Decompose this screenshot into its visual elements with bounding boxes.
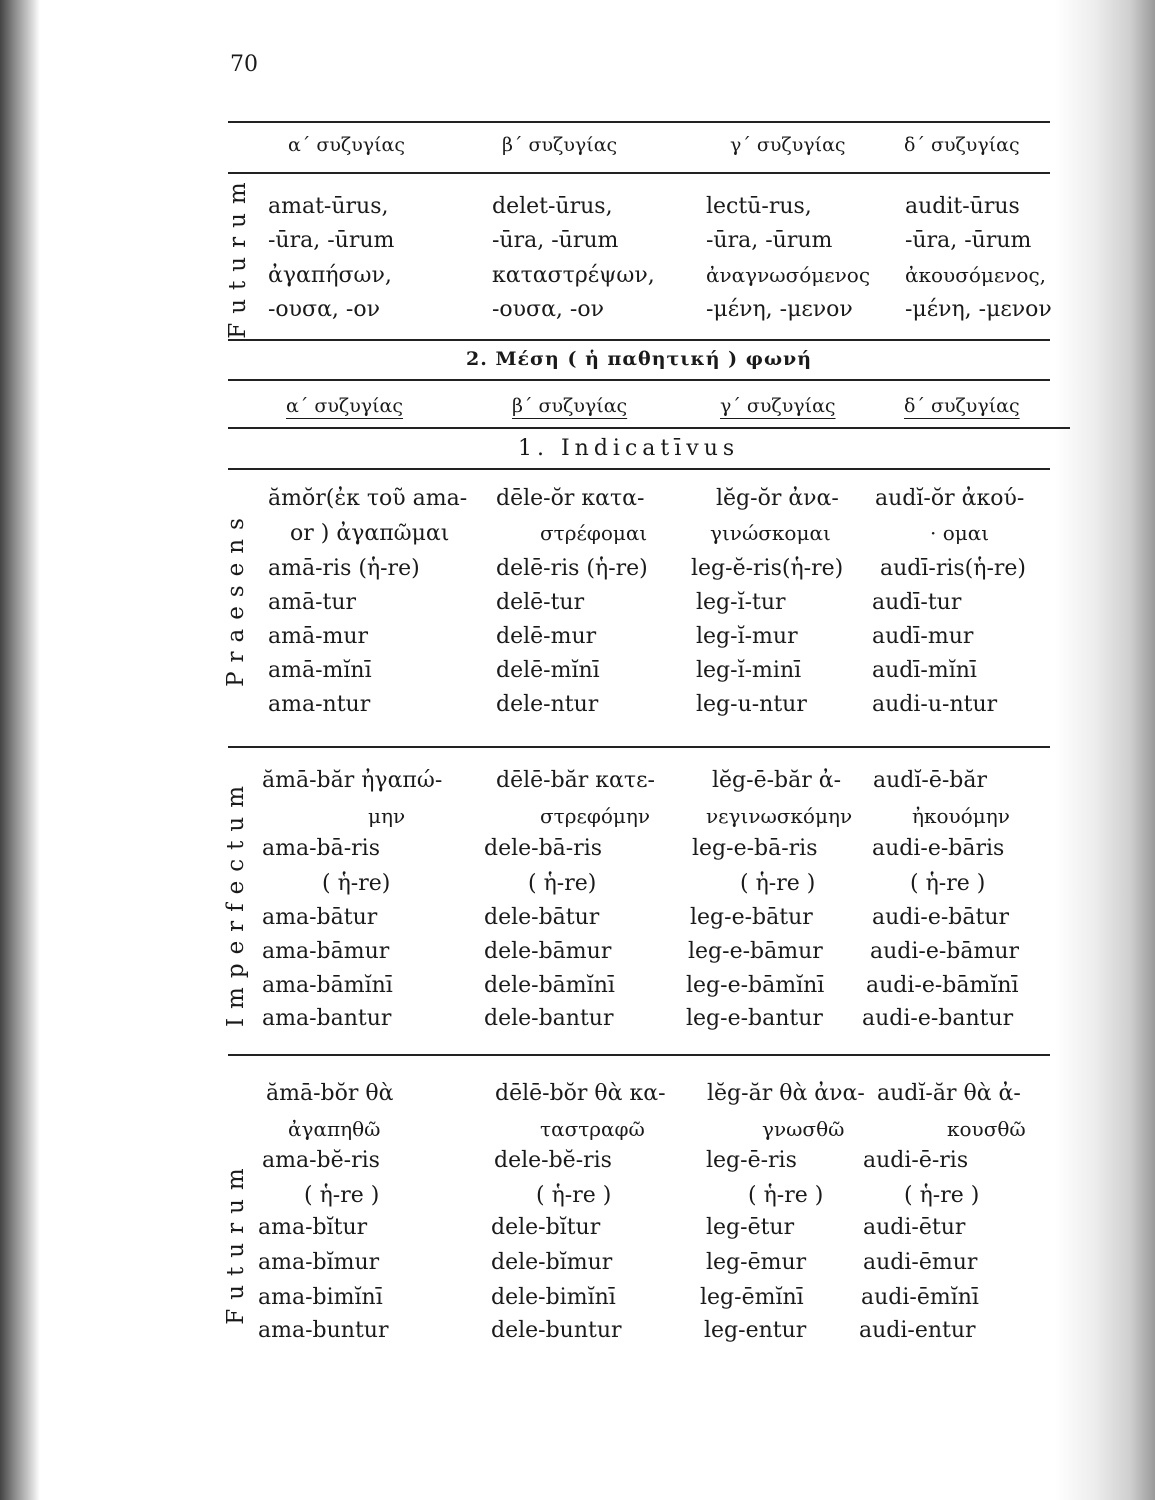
col-header-2: β΄ συζυγίας: [502, 134, 618, 156]
cell: dele-bimĭnī: [491, 1285, 616, 1310]
col-header-3: γ΄ συζυγίας: [730, 134, 846, 156]
cell: audi-ē-ris: [863, 1148, 969, 1173]
cell: ama-bĭtur: [258, 1215, 368, 1240]
cell: amat-ūrus,: [268, 194, 389, 219]
cell: audi-e-bāris: [872, 836, 1005, 861]
cell: ama-bātur: [262, 905, 378, 930]
cell: στρέφομαι: [540, 521, 648, 545]
cell: lĕg-ē-băr ἀ-: [712, 768, 842, 793]
cell: audit-ūrus: [905, 194, 1020, 219]
cell: delē-mĭnī: [496, 658, 600, 683]
cell: leg-u-ntur: [696, 692, 807, 717]
cell: audi-u-ntur: [872, 692, 998, 717]
cell: leg-e-bantur: [686, 1006, 823, 1031]
cell: ( ἡ-re ): [304, 1183, 380, 1208]
cell: audi-ētur: [863, 1215, 966, 1240]
cell: ( ἡ-re ): [910, 871, 986, 896]
cell: -μένη, -μενον: [905, 297, 1052, 322]
cell: leg-ĭ-minī: [696, 658, 802, 683]
cell: leg-ēmur: [706, 1250, 807, 1275]
cell: leg-ĭ-mur: [696, 624, 798, 649]
cell: audi-e-bāmur: [870, 939, 1020, 964]
cell: ( ἡ-re): [528, 871, 597, 896]
cell: leg-e-bātur: [690, 905, 813, 930]
cell: dele-bĭtur: [491, 1215, 601, 1240]
mood-title: 1. Indicatīvus: [518, 436, 740, 461]
cell: audi-entur: [859, 1318, 976, 1343]
cell: audī-mur: [872, 624, 974, 649]
cell: audĭ-ē-băr: [873, 768, 988, 793]
rule: [228, 468, 1050, 470]
cell: ama-bĭmur: [258, 1250, 380, 1275]
section-title: 2. Μέση ( ἡ παθητική ) φωνή: [466, 348, 813, 370]
cell: dele-bĕ-ris: [494, 1148, 612, 1173]
cell: dēlē-băr κατε-: [496, 768, 655, 793]
cell: στρεφόμην: [540, 804, 651, 828]
tense-label-imperfectum: Imperfectum: [223, 776, 249, 1028]
cell: delē-ris (ἡ-re): [496, 556, 648, 581]
cell: lĕg-ăr θὰ ἀνα-: [707, 1081, 865, 1106]
cell: audi-ēmĭnī: [861, 1285, 979, 1310]
cell: dele-bā-ris: [484, 836, 603, 861]
cell: audi-ēmur: [863, 1250, 978, 1275]
cell: ( ἡ-re): [322, 871, 391, 896]
cell: ama-bantur: [262, 1006, 392, 1031]
cell: leg-ē-ris: [706, 1148, 797, 1173]
cell: -ūra, -ūrum: [706, 228, 833, 253]
cell: leg-ĭ-tur: [696, 590, 786, 615]
cell: γνωσθῶ: [762, 1117, 845, 1141]
cell: -μένη, -μενον: [706, 297, 853, 322]
cell: dēlē-bŏr θὰ κα-: [495, 1081, 666, 1106]
cell: -ūra, -ūrum: [905, 228, 1032, 253]
cell: audi-e-bātur: [872, 905, 1010, 930]
cell: leg-ētur: [706, 1215, 795, 1240]
cell: ama-bĕ-ris: [262, 1148, 380, 1173]
cell: amā-mĭnī: [268, 658, 372, 683]
cell: leg-e-bāmur: [688, 939, 823, 964]
cell: lectū-rus,: [706, 194, 812, 219]
cell: ἀγαπηθῶ: [288, 1117, 381, 1141]
col-header-1: α΄ συζυγίας: [288, 134, 406, 156]
rule: [228, 427, 1070, 429]
cell: delet-ūrus,: [492, 194, 613, 219]
cell: audĭ-ăr θὰ ἀ-: [877, 1081, 1021, 1106]
cell: or ) ἀγαπῶμαι: [290, 521, 450, 546]
col-header-4: δ΄ συζυγίας: [904, 134, 1020, 156]
cell: leg-entur: [704, 1318, 807, 1343]
cell: audi-e-bantur: [862, 1006, 1014, 1031]
cell: ἀγαπήσων,: [268, 263, 392, 288]
cell: ἀναγνωσόμενος: [706, 263, 871, 287]
cell: delē-tur: [496, 590, 585, 615]
cell: dele-bĭmur: [491, 1250, 613, 1275]
cell: καταστρέψων,: [492, 263, 655, 288]
cell: dele-bāmĭnī: [484, 973, 615, 998]
cell: audĭ-ŏr ἀκού-: [875, 486, 1025, 511]
page-number: 70: [230, 52, 258, 77]
cell: ama-bā-ris: [262, 836, 381, 861]
cell: ταστραφῶ: [540, 1117, 645, 1141]
cell: -ουσα, -ον: [492, 297, 604, 322]
cell: audī-ris(ἡ-re): [880, 556, 1026, 581]
cell: ( ἡ-re ): [904, 1183, 980, 1208]
cell: amā-ris (ἡ-re): [268, 556, 420, 581]
cell: dēle-ŏr κατα-: [496, 486, 645, 511]
cell: leg-ēmĭnī: [700, 1285, 804, 1310]
cell: γινώσκομαι: [710, 521, 831, 545]
cell: dele-ntur: [496, 692, 599, 717]
cell: νεγινωσκόμην: [706, 804, 853, 828]
cell: ămā-bŏr θὰ: [266, 1081, 394, 1106]
cell: lĕg-ŏr ἀνα-: [716, 486, 839, 511]
rule: [228, 121, 1050, 123]
cell: leg-e-bā-ris: [692, 836, 818, 861]
cell: κουσθῶ: [947, 1117, 1026, 1141]
cell: ( ἡ-re ): [740, 871, 816, 896]
cell: audī-tur: [872, 590, 962, 615]
cell: -ūra, -ūrum: [492, 228, 619, 253]
cell: amā-tur: [268, 590, 357, 615]
col-header-4: δ΄ συζυγίας: [904, 395, 1020, 417]
cell: ama-bimĭnī: [258, 1285, 383, 1310]
rule: [228, 339, 1050, 341]
cell: dele-buntur: [491, 1318, 622, 1343]
tense-label-praesens: Praesens: [223, 509, 249, 687]
cell: ἀκουσόμενος,: [905, 263, 1047, 287]
tense-label-futurum: Futurum: [223, 1159, 249, 1325]
cell: ἠκουόμην: [912, 804, 1010, 828]
col-header-1: α΄ συζυγίας: [286, 395, 404, 417]
rule: [228, 1054, 1050, 1056]
col-header-2: β΄ συζυγίας: [512, 395, 628, 417]
page-gutter-shadow: [0, 0, 40, 1500]
cell: μην: [368, 804, 406, 828]
page-edge-shadow: [1055, 0, 1155, 1500]
cell: ama-buntur: [258, 1318, 389, 1343]
cell: dele-bāmur: [484, 939, 612, 964]
col-header-3: γ΄ συζυγίας: [720, 395, 836, 417]
cell: amā-mur: [268, 624, 369, 649]
rule: [228, 746, 1050, 748]
cell: ( ἡ-re ): [536, 1183, 612, 1208]
cell: audi-e-bāmĭnī: [866, 973, 1019, 998]
cell: leg-ĕ-ris(ἡ-re): [691, 556, 844, 581]
cell: · ομαι: [930, 521, 990, 545]
cell: ămŏr(ἐκ τοῦ ama-: [268, 486, 468, 511]
rule: [228, 379, 1050, 381]
cell: dele-bātur: [484, 905, 600, 930]
tense-label-futurum: Futurum: [225, 173, 251, 339]
rule: [228, 172, 1050, 174]
cell: ama-ntur: [268, 692, 371, 717]
cell: -ουσα, -ον: [268, 297, 380, 322]
cell: dele-bantur: [484, 1006, 614, 1031]
cell: audī-mĭnī: [872, 658, 977, 683]
cell: ( ἡ-re ): [748, 1183, 824, 1208]
cell: ămā-băr ἠγαπώ-: [262, 768, 443, 793]
cell: leg-e-bāmĭnī: [686, 973, 825, 998]
cell: ama-bāmĭnī: [262, 973, 393, 998]
cell: ama-bāmur: [262, 939, 390, 964]
cell: -ūra, -ūrum: [268, 228, 395, 253]
cell: delē-mur: [496, 624, 597, 649]
